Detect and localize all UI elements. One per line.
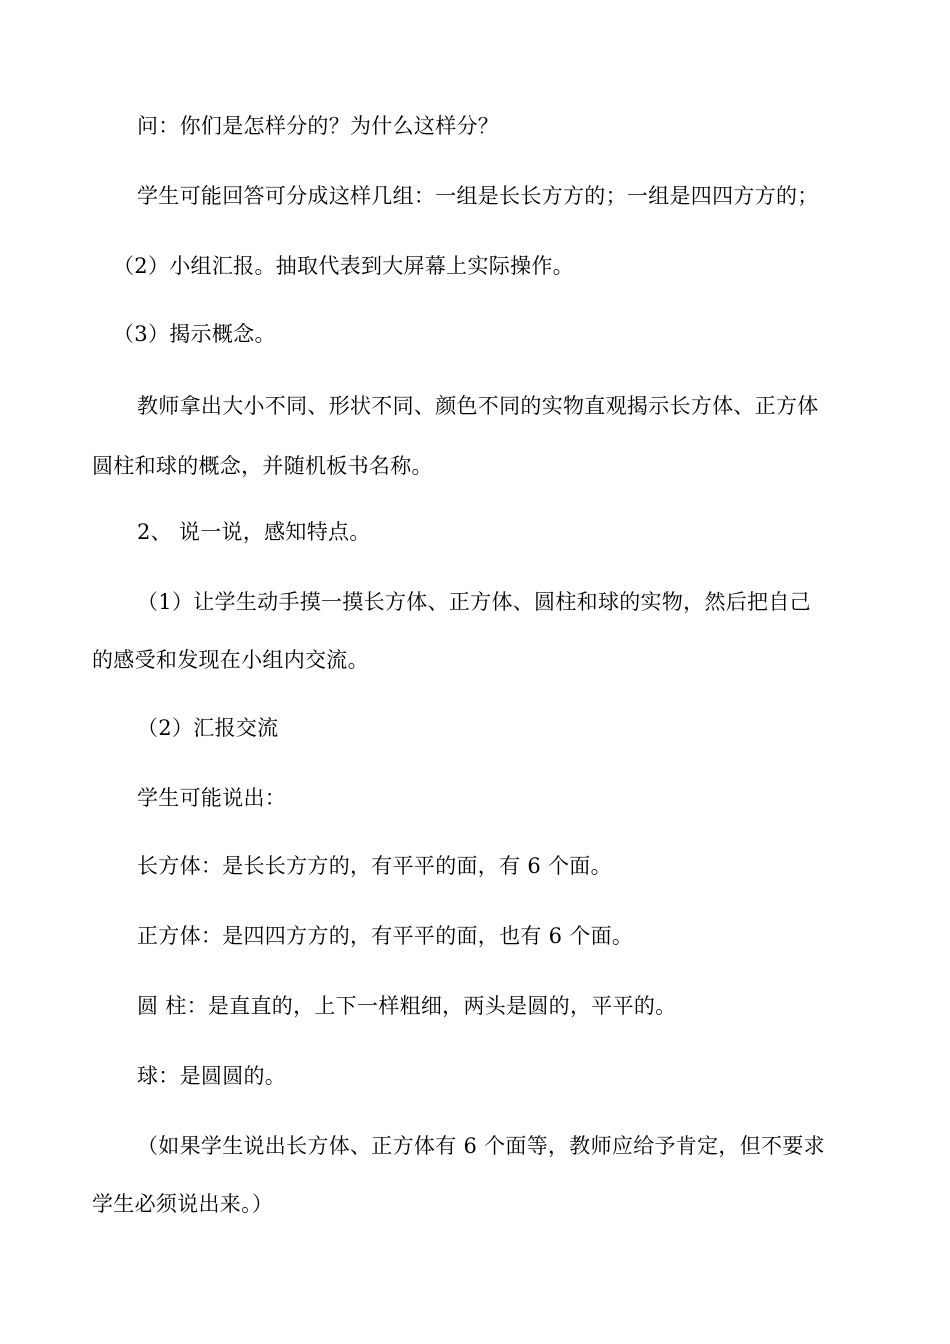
paragraph-note-line-2: 学生必须说出来。） bbox=[92, 1192, 274, 1216]
item-cylinder: 圆 柱：是直直的，上下一样粗细，两头是圆的，平平的。 bbox=[137, 994, 677, 1018]
paragraph-group-report: （2）小组汇报。抽取代表到大屏幕上实际操作。 bbox=[113, 254, 574, 278]
item-cuboid: 长方体：是长长方方的，有平平的面，有 6 个面。 bbox=[137, 854, 612, 878]
paragraph-teacher-line-2: 圆柱和球的概念，并随机板书名称。 bbox=[92, 454, 433, 478]
paragraph-note-line-1: （如果学生说出长方体、正方体有 6 个面等，教师应给予肯定，但不要求 bbox=[137, 1134, 825, 1158]
item-sphere: 球：是圆圆的。 bbox=[137, 1064, 287, 1088]
paragraph-students-may-say: 学生可能说出： bbox=[137, 786, 287, 810]
paragraph-question: 问：你们是怎样分的？为什么这样分？ bbox=[137, 114, 500, 138]
paragraph-student-answer: 学生可能回答可分成这样几组：一组是长长方方的；一组是四四方方的； bbox=[137, 184, 819, 208]
section-heading-2: 2、 说一说，感知特点。 bbox=[137, 520, 371, 544]
item-cube: 正方体：是四四方方的，有平平的面，也有 6 个面。 bbox=[137, 924, 634, 948]
paragraph-touch-line-1: （1）让学生动手摸一摸长方体、正方体、圆柱和球的实物，然后把自己 bbox=[137, 590, 811, 614]
paragraph-teacher-line-1: 教师拿出大小不同、形状不同、颜色不同的实物直观揭示长方体、正方体 bbox=[137, 394, 819, 418]
paragraph-touch-line-2: 的感受和发现在小组内交流。 bbox=[92, 648, 369, 672]
paragraph-reveal-concept: （3）揭示概念。 bbox=[113, 322, 276, 346]
paragraph-report-exchange: （2）汇报交流 bbox=[137, 716, 279, 740]
